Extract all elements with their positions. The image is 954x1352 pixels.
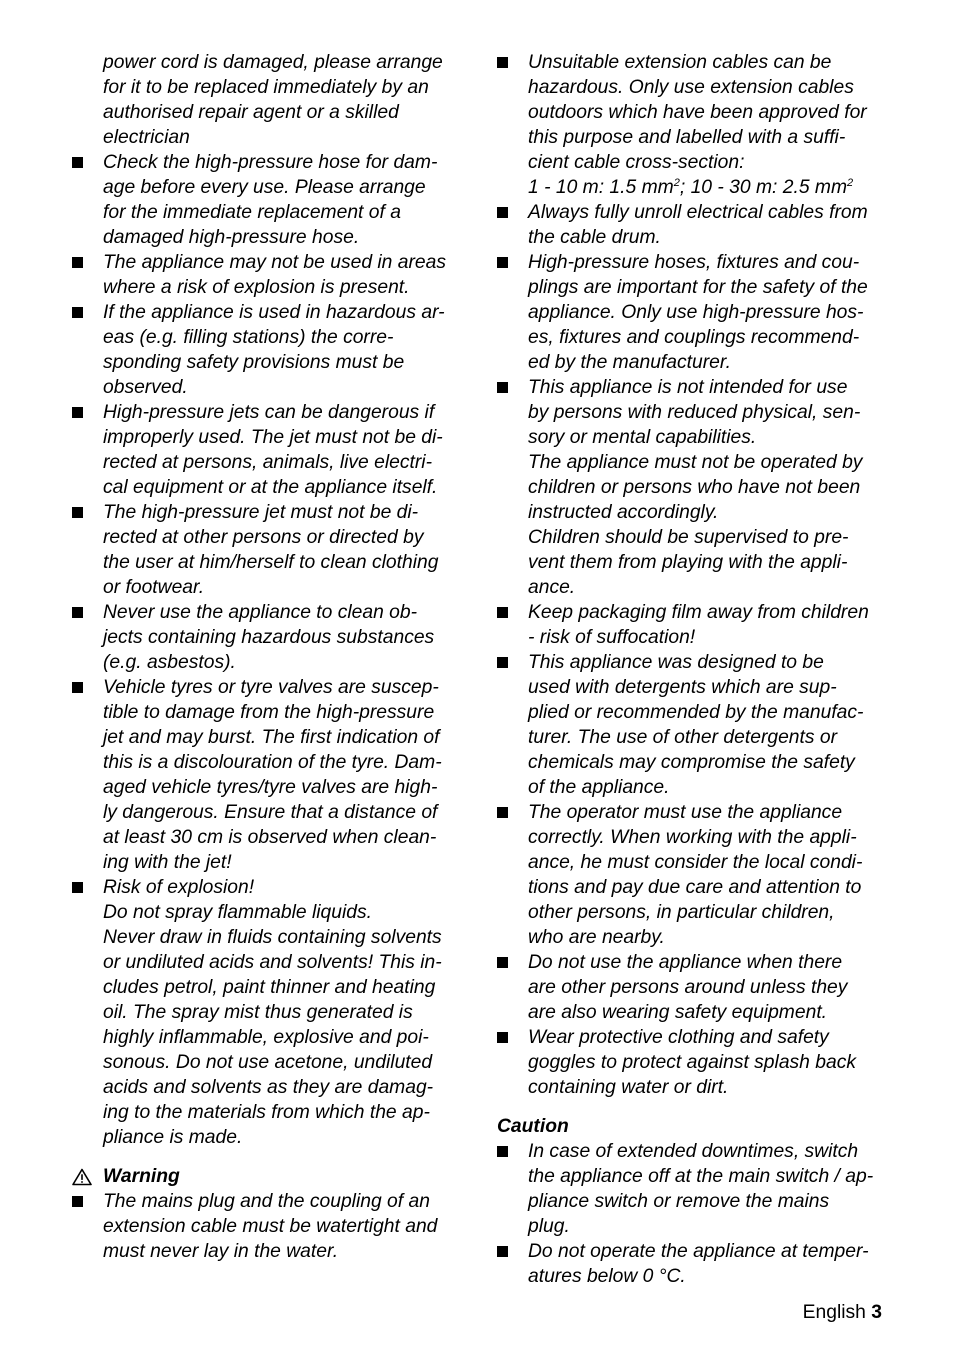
text-line: cludes petrol, paint thinner and heating bbox=[103, 977, 436, 998]
text-line: Vehicle tyres or tyre valves are suscep- bbox=[103, 677, 439, 698]
text-line: plings are important for the safety of the bbox=[528, 277, 868, 298]
text-line: Children should be supervised to pre- bbox=[528, 527, 849, 548]
section-spacer bbox=[72, 1150, 482, 1164]
text-line: es, fixtures and couplings recommend- bbox=[528, 327, 860, 348]
list-item bbox=[497, 250, 907, 375]
list-item bbox=[497, 600, 907, 650]
text-line: containing water or dirt. bbox=[528, 1077, 729, 1098]
list-item bbox=[497, 650, 907, 800]
list-item bbox=[72, 875, 482, 1150]
text-line: High-pressure jets can be dangerous if bbox=[103, 402, 435, 423]
text-line: observed. bbox=[103, 377, 188, 398]
text-line: the user at him/herself to clean clothing bbox=[103, 552, 439, 573]
text-line: rected at persons, animals, live electri- bbox=[103, 452, 432, 473]
text-line: Never use the appliance to clean ob- bbox=[103, 602, 418, 623]
text-line: outdoors which have been approved for bbox=[528, 102, 867, 123]
text-line: the cable drum. bbox=[528, 227, 661, 248]
text-line: cient cable cross-section: bbox=[528, 152, 745, 173]
text-line: vent them from playing with the appli- bbox=[528, 552, 848, 573]
text-line: used with detergents which are sup- bbox=[528, 677, 837, 698]
text-line: of the appliance. bbox=[528, 777, 670, 798]
text-line: correctly. When working with the appli- bbox=[528, 827, 857, 848]
cable-cross-section-spec bbox=[497, 175, 907, 200]
text-line: High-pressure hoses, fixtures and cou- bbox=[528, 252, 860, 273]
list-item bbox=[72, 300, 482, 400]
text-line: children or persons who have not been bbox=[528, 477, 861, 498]
text-line: authorised repair agent or a skilled bbox=[103, 102, 399, 123]
text-line: pliance is made. bbox=[103, 1127, 243, 1148]
list-item bbox=[72, 150, 482, 250]
square-bullet-icon bbox=[72, 157, 83, 168]
text-line: atures below 0 °C. bbox=[528, 1266, 686, 1287]
text-line: other persons, in particular children, bbox=[528, 902, 835, 923]
text-line: at least 30 cm is observed when clean- bbox=[103, 827, 437, 848]
text-line: by persons with reduced physical, sen- bbox=[528, 402, 861, 423]
text-line: acids and solvents as they are damag- bbox=[103, 1077, 434, 1098]
text-line: - risk of suffocation! bbox=[528, 627, 696, 648]
square-bullet-icon bbox=[497, 257, 508, 268]
text-line: The operator must use the appliance bbox=[528, 802, 843, 823]
text-line: tible to damage from the high-pressure bbox=[103, 702, 435, 723]
text-line: ance, he must consider the local condi- bbox=[528, 852, 863, 873]
text-line: turer. The use of other detergents or bbox=[528, 727, 838, 748]
list-item bbox=[497, 800, 907, 950]
text-line: sory or mental capabilities. bbox=[528, 427, 757, 448]
footer-language: English bbox=[802, 1302, 872, 1323]
list-item bbox=[72, 675, 482, 875]
list-item bbox=[72, 400, 482, 500]
list-item bbox=[497, 375, 907, 600]
text-line: pliance switch or remove the mains bbox=[528, 1191, 830, 1212]
text-line: plug. bbox=[528, 1216, 570, 1237]
text-line: are also wearing safety equipment. bbox=[528, 1002, 828, 1023]
page-number: 3 bbox=[871, 1302, 882, 1323]
text-line: damaged high-pressure hose. bbox=[103, 227, 360, 248]
warning-label: Warning bbox=[103, 1166, 180, 1187]
text-line: jects containing hazardous substances bbox=[103, 627, 435, 648]
text-line: If the appliance is used in hazardous ar- bbox=[103, 302, 445, 323]
text-line: this is a discolouration of the tyre. Dam- bbox=[103, 752, 442, 773]
list-item bbox=[497, 50, 907, 175]
text-line: The high-pressure jet must not be di- bbox=[103, 502, 419, 523]
square-bullet-icon bbox=[497, 657, 508, 668]
text-line: chemicals may compromise the safety bbox=[528, 752, 855, 773]
square-bullet-icon bbox=[72, 1196, 83, 1207]
list-item bbox=[72, 500, 482, 600]
text-line: cal equipment or at the appliance itself. bbox=[103, 477, 438, 498]
text-line: goggles to protect against splash back bbox=[528, 1052, 856, 1073]
text-line: must never lay in the water. bbox=[103, 1241, 339, 1262]
text-line: power cord is damaged, please arrange bbox=[103, 52, 443, 73]
text-line: sponding safety provisions must be bbox=[103, 352, 405, 373]
text-line: eas (e.g. filling stations) the corre- bbox=[103, 327, 394, 348]
list-item bbox=[497, 200, 907, 250]
list-item bbox=[497, 1025, 907, 1100]
text-line: Unsuitable extension cables can be bbox=[528, 52, 832, 73]
text-line: instructed accordingly. bbox=[528, 502, 719, 523]
left-column bbox=[72, 50, 482, 1264]
continuation-text bbox=[72, 50, 482, 150]
list-item bbox=[497, 950, 907, 1025]
cable-spec-unit-sup-1: 2 bbox=[673, 177, 680, 189]
text-line: Check the high-pressure hose for dam- bbox=[103, 152, 438, 173]
list-item bbox=[72, 600, 482, 675]
text-line: extension cable must be watertight and bbox=[103, 1216, 438, 1237]
cable-spec-unit-sup-2: 2 bbox=[847, 177, 854, 189]
list-item bbox=[497, 1239, 907, 1289]
text-line: The appliance must not be operated by bbox=[528, 452, 863, 473]
square-bullet-icon bbox=[72, 307, 83, 318]
square-bullet-icon bbox=[497, 207, 508, 218]
square-bullet-icon bbox=[497, 1032, 508, 1043]
text-line: ly dangerous. Ensure that a distance of bbox=[103, 802, 438, 823]
text-line: Do not operate the appliance at temper- bbox=[528, 1241, 869, 1262]
square-bullet-icon bbox=[497, 957, 508, 968]
square-bullet-icon bbox=[72, 682, 83, 693]
text-line: oil. The spray mist thus generated is bbox=[103, 1002, 413, 1023]
right-column bbox=[497, 50, 907, 1289]
text-line: plied or recommended by the manufac- bbox=[528, 702, 864, 723]
text-line: for it to be replaced immediately by an bbox=[103, 77, 429, 98]
text-line: ed by the manufacturer. bbox=[528, 352, 731, 373]
text-line: highly inflammable, explosive and poi- bbox=[103, 1027, 429, 1048]
text-line: Do not spray flammable liquids. bbox=[103, 902, 372, 923]
section-heading: Caution bbox=[497, 1116, 569, 1137]
list-item bbox=[72, 1189, 482, 1264]
text-line: or undiluted acids and solvents! This in- bbox=[103, 952, 442, 973]
text-line: Risk of explosion! bbox=[103, 877, 255, 898]
square-bullet-icon bbox=[497, 57, 508, 68]
text-line: are other persons around unless they bbox=[528, 977, 848, 998]
text-line: the appliance off at the main switch / ap- bbox=[528, 1166, 874, 1187]
text-line: tions and pay due care and attention to bbox=[528, 877, 862, 898]
text-line: ance. bbox=[528, 577, 576, 598]
warning-heading bbox=[72, 1164, 482, 1189]
text-line: This appliance is not intended for use bbox=[528, 377, 848, 398]
square-bullet-icon bbox=[72, 607, 83, 618]
text-line: In case of extended downtimes, switch bbox=[528, 1141, 859, 1162]
cable-spec-range-2: ; 10 - 30 m: 2.5 mm bbox=[679, 177, 848, 198]
text-line: hazardous. Only use extension cables bbox=[528, 77, 854, 98]
square-bullet-icon bbox=[72, 407, 83, 418]
text-line: where a risk of explosion is present. bbox=[103, 277, 410, 298]
text-line: this purpose and labelled with a suffi- bbox=[528, 127, 846, 148]
cable-spec-line bbox=[528, 175, 907, 200]
text-line: Keep packaging film away from children bbox=[528, 602, 869, 623]
square-bullet-icon bbox=[497, 1146, 508, 1157]
text-line: rected at other persons or directed by bbox=[103, 527, 424, 548]
cable-spec-range-1: 1 - 10 m: 1.5 mm bbox=[528, 177, 674, 198]
section-spacer bbox=[497, 1100, 907, 1114]
square-bullet-icon bbox=[497, 1246, 508, 1257]
square-bullet-icon bbox=[497, 382, 508, 393]
text-line: Always fully unroll electrical cables from bbox=[528, 202, 868, 223]
text-line: The mains plug and the coupling of an bbox=[103, 1191, 430, 1212]
text-line: ing with the jet! bbox=[103, 852, 232, 873]
text-line: Never draw in fluids containing solvents bbox=[103, 927, 442, 948]
text-line: or footwear. bbox=[103, 577, 205, 598]
text-line: aged vehicle tyres/tyre valves are high- bbox=[103, 777, 438, 798]
text-line: appliance. Only use high-pressure hos- bbox=[528, 302, 864, 323]
text-line: ing to the materials from which the ap- bbox=[103, 1102, 430, 1123]
page-footer bbox=[803, 1300, 882, 1325]
square-bullet-icon bbox=[72, 257, 83, 268]
text-line: (e.g. asbestos). bbox=[103, 652, 236, 673]
square-bullet-icon bbox=[497, 807, 508, 818]
text-line: for the immediate replacement of a bbox=[103, 202, 401, 223]
square-bullet-icon bbox=[497, 607, 508, 618]
text-line: sonous. Do not use acetone, undiluted bbox=[103, 1052, 433, 1073]
warning-triangle-icon bbox=[72, 1168, 92, 1186]
text-line: improperly used. The jet must not be di- bbox=[103, 427, 443, 448]
square-bullet-icon bbox=[72, 882, 83, 893]
text-line: jet and may burst. The first indication of bbox=[103, 727, 440, 748]
square-bullet-icon bbox=[72, 507, 83, 518]
text-line: The appliance may not be used in areas bbox=[103, 252, 446, 273]
text-line: Do not use the appliance when there bbox=[528, 952, 843, 973]
list-item bbox=[497, 1139, 907, 1239]
text-line: This appliance was designed to be bbox=[528, 652, 824, 673]
list-item bbox=[72, 250, 482, 300]
text-line: who are nearby. bbox=[528, 927, 665, 948]
text-line: Wear protective clothing and safety bbox=[528, 1027, 829, 1048]
text-line: age before every use. Please arrange bbox=[103, 177, 426, 198]
text-line: electrician bbox=[103, 127, 190, 148]
